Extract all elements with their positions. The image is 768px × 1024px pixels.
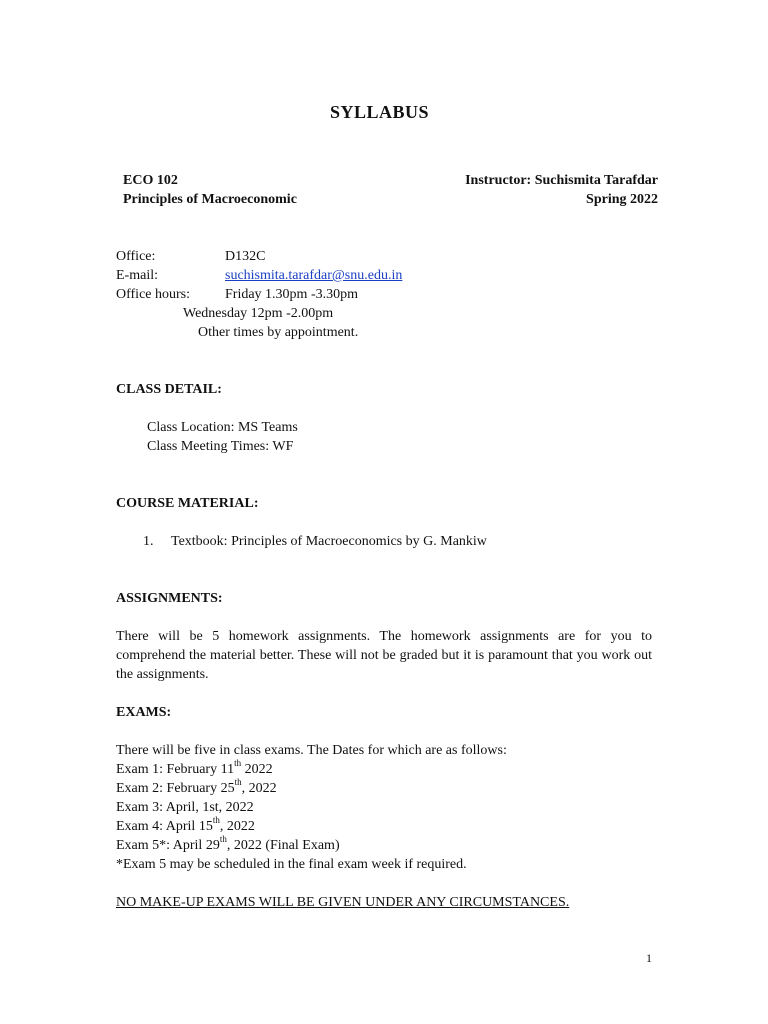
- class-location: Class Location: MS Teams: [147, 420, 298, 435]
- material-item-text: Textbook: Principles of Macroeconomics by G. Mankiw: [171, 534, 487, 549]
- email-link[interactable]: suchismita.tarafdar@snu.edu.in: [225, 268, 403, 283]
- course-code: ECO 102: [123, 173, 178, 188]
- assignments-heading: ASSIGNMENTS:: [116, 591, 223, 606]
- office-hours-wednesday: Wednesday 12pm -2.00pm: [183, 306, 334, 321]
- office-hours-appointment: Other times by appointment.: [198, 325, 359, 340]
- material-item-number: 1.: [143, 534, 154, 549]
- exam-3: Exam 3: April, 1st, 2022: [116, 800, 254, 815]
- instructor-name: Instructor: Suchismita Tarafdar: [465, 173, 658, 188]
- exams-heading: EXAMS:: [116, 705, 172, 720]
- exam-note: *Exam 5 may be scheduled in the final exam week if required.: [116, 857, 467, 872]
- exam-2: Exam 2: February 25th, 2022: [116, 777, 277, 796]
- assignments-text: There will be 5 homework assignments. The homework assignments are for you to comprehend the material better. These will not be graded but it is paramount that you work out the assignments.: [116, 629, 652, 682]
- class-detail-heading: CLASS DETAIL:: [116, 382, 222, 397]
- exams-intro: There will be five in class exams. The Dates for which are as follows:: [116, 743, 507, 758]
- class-meeting-times: Class Meeting Times: WF: [147, 439, 294, 454]
- email-label: E-mail:: [116, 268, 158, 283]
- course-material-heading: COURSE MATERIAL:: [116, 496, 259, 511]
- office-hours-label: Office hours:: [116, 287, 190, 302]
- no-makeup-warning: NO MAKE-UP EXAMS WILL BE GIVEN UNDER ANY CIRCUMSTANCES.: [116, 895, 570, 910]
- page-title: SYLLABUS: [330, 102, 430, 122]
- office-label: Office:: [116, 249, 156, 264]
- exam-1: Exam 1: February 11th 2022: [116, 758, 273, 777]
- office-hours-friday: Friday 1.30pm -3.30pm: [225, 287, 358, 302]
- office-value: D132C: [225, 249, 266, 264]
- exam-4: Exam 4: April 15th, 2022: [116, 815, 255, 834]
- course-name: Principles of Macroeconomic: [123, 192, 297, 207]
- term: Spring 2022: [586, 192, 658, 207]
- page-number: 1: [646, 951, 652, 965]
- exam-5: Exam 5*: April 29th, 2022 (Final Exam): [116, 834, 340, 853]
